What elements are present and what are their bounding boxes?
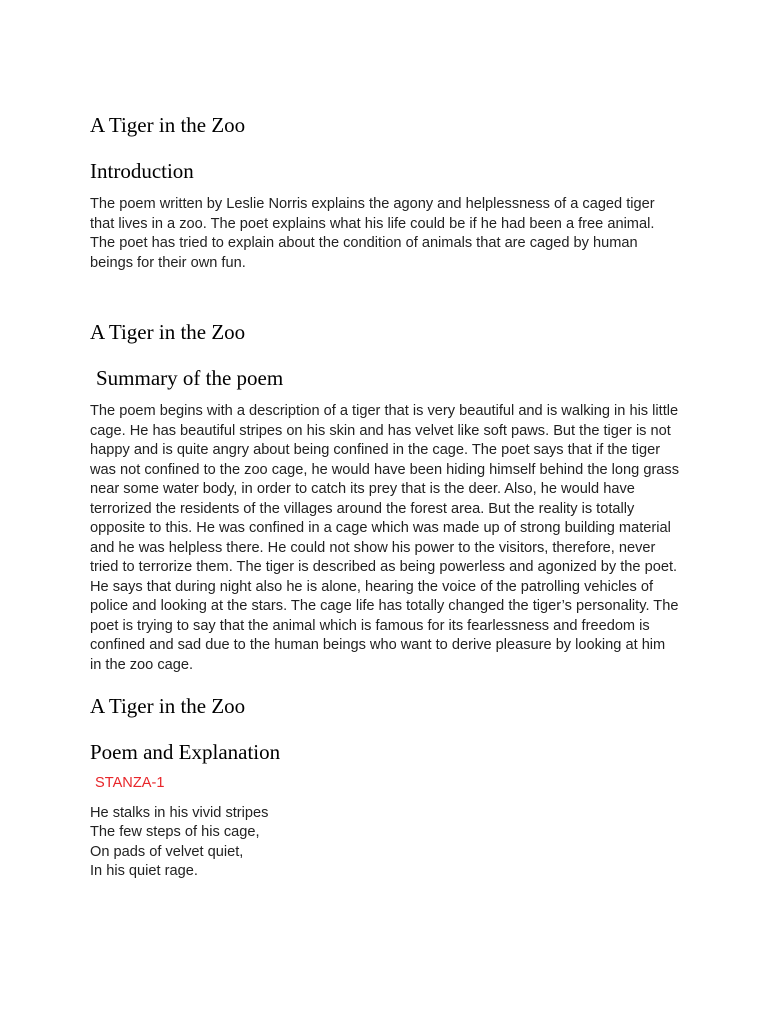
introduction-paragraph: The poem written by Leslie Norris explains the agony and helplessness of a caged tiger that lives in a zoo. The poet explains what his life could be if he had been a free animal. The poet has tried to explain about the condition of animals that are caged by human beings for their own fun.	[90, 196, 655, 271]
summary-paragraph: The poem begins with a description of a tiger that is very beautiful and is walking in his little cage. He has beautiful stripes on his skin and has velvet like soft paws. But the tiger is not happy and is quite angry about being confined in the cage. The poet says that if the tiger was not confined to the zoo cage, he would have been hiding himself behind the long grass near some water body, in order to catch its prey that is the deer. Also, he would have terrorized the residents of the villages around the forest area. But the reality is totally opposite to this. He was confined in a cage which was made up of strong building material and he was helpless there. He could not show his power to the visitors, therefore, never tried to terrorize them. The tiger is described as being powerless and agonized by the poet. He says that during night also he is alone, hearing the voice of the patrolling vehicles of police and looking at the stars. The cage life has totally changed the tiger’s personality. The poet is trying to say that the animal which is famous for its fearlessness and freedom is confined and sad due to the human beings who want to derive pleasure by looking at him in the zoo cage.	[90, 403, 680, 673]
poem-line: On pads of velvet quiet,	[90, 843, 244, 860]
poem-line: The few steps of his cage,	[90, 824, 260, 840]
section-title-explanation: A Tiger in the Zoo	[90, 694, 246, 718]
poem-line: He stalks in his vivid stripes	[90, 804, 269, 821]
stanza-label: STANZA-1	[95, 775, 165, 791]
stanza-1-lines	[90, 804, 680, 882]
poem-line: In his quiet rage.	[90, 863, 198, 879]
section-title-summary: A Tiger in the Zoo	[90, 320, 246, 344]
section-heading-summary: Summary of the poem	[96, 366, 284, 390]
section-heading-explanation: Poem and Explanation	[90, 740, 281, 764]
document-page	[90, 112, 680, 882]
section-heading-introduction: Introduction	[90, 159, 194, 183]
section-title-introduction: A Tiger in the Zoo	[90, 113, 246, 137]
